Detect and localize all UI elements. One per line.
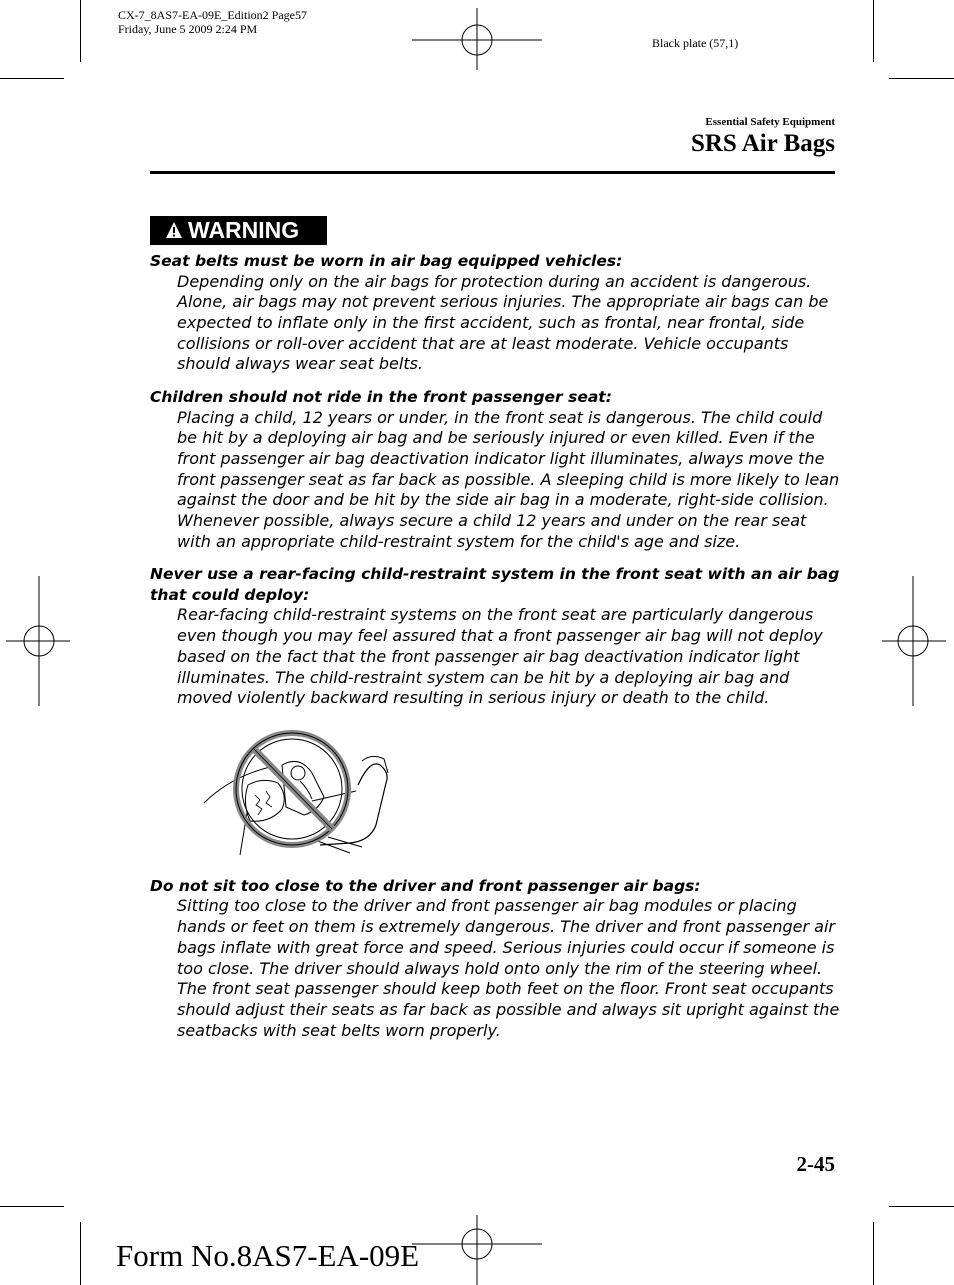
section-title: SRS Air Bags (690, 130, 835, 157)
item-body: Placing a child, 12 years or under, in the front seat is dangerous. The child could be hit by a deploying air bag and be seriously injured or even killed. Even if the front passenger air bag deactivation indicator light illuminates, always move the front passenger seat as far back as possible. A sleeping child is more likely to lean against the door and be hit by the side air bag in a moderate, right-side collision. Whenever possible, always secure a child 12 years and under on the rear seat with an appropriate child-restraint system for the child's age and size. (177, 407, 840, 551)
exclamation-triangle-icon (165, 221, 183, 239)
item-heading: Never use a rear-facing child-restraint system in the front seat with an air bag that could deploy: (150, 565, 840, 604)
item-heading: Seat belts must be worn in air bag equipped vehicles: (150, 252, 623, 270)
item-body: Rear-facing child-restraint systems on the front seat are particularly dangerous even though you may feel assured that a front passenger air bag will not deploy based on the fact that the front passenger air bag deactivation indicator light illuminates. The child-restraint system can be hit by a deploying air bag and moved violently backward resulting in serious injury or death to the child. (177, 605, 823, 708)
print-job-line: CX-7_8AS7-EA-09E_Edition2 Page57 (118, 8, 307, 22)
plate-label: Black plate (57,1) (652, 36, 739, 50)
print-job-info (118, 8, 307, 36)
item-heading: Children should not ride in the front passenger seat: (150, 388, 612, 407)
print-date-line: Friday, June 5 2009 2:24 PM (118, 22, 258, 36)
form-number: Form No.8AS7-EA-09E (116, 1238, 420, 1273)
registration-target-bottom (412, 1215, 542, 1285)
warning-item (150, 564, 840, 709)
header-rule (150, 171, 835, 174)
no-rear-facing-child-seat-illustration (200, 725, 400, 855)
warning-item (150, 876, 840, 1041)
warning-item (150, 387, 840, 552)
item-body: Sitting too close to the driver and front passenger air bag modules or placing hands or feet on them is extremely dangerous. The driver and front passenger air bags inflate with great force and speed. Serious injuries could occur if someone is too close. The driver should always hold onto only the rim of the steering wheel. The front seat passenger should keep both feet on the floor. Front seat occupants should adjust their seats as far back as possible and always sit upright against the seatbacks with seat belts worn properly. (177, 896, 840, 1040)
warning-badge (150, 216, 327, 245)
section-category: Essential Safety Equipment (705, 116, 835, 128)
registration-target-top (412, 8, 542, 70)
item-heading: Do not sit too close to the driver and front passenger air bags: (150, 876, 701, 895)
warning-content (150, 251, 840, 1053)
warning-label: WARNING (188, 217, 300, 243)
registration-target-left (6, 576, 70, 706)
page-number: 2-45 (796, 1152, 835, 1176)
registration-target-right (882, 576, 946, 706)
item-body: Depending only on the air bags for protection during an accident is dangerous. Alone, air bags may not prevent serious injuries. The appropriate air bags can be expected to inflate only in the first accident, such as frontal, near frontal, side collisions or roll-over accident that are at least moderate. Vehicle occupants should always wear seat belts. (177, 271, 829, 374)
warning-item (150, 251, 840, 375)
